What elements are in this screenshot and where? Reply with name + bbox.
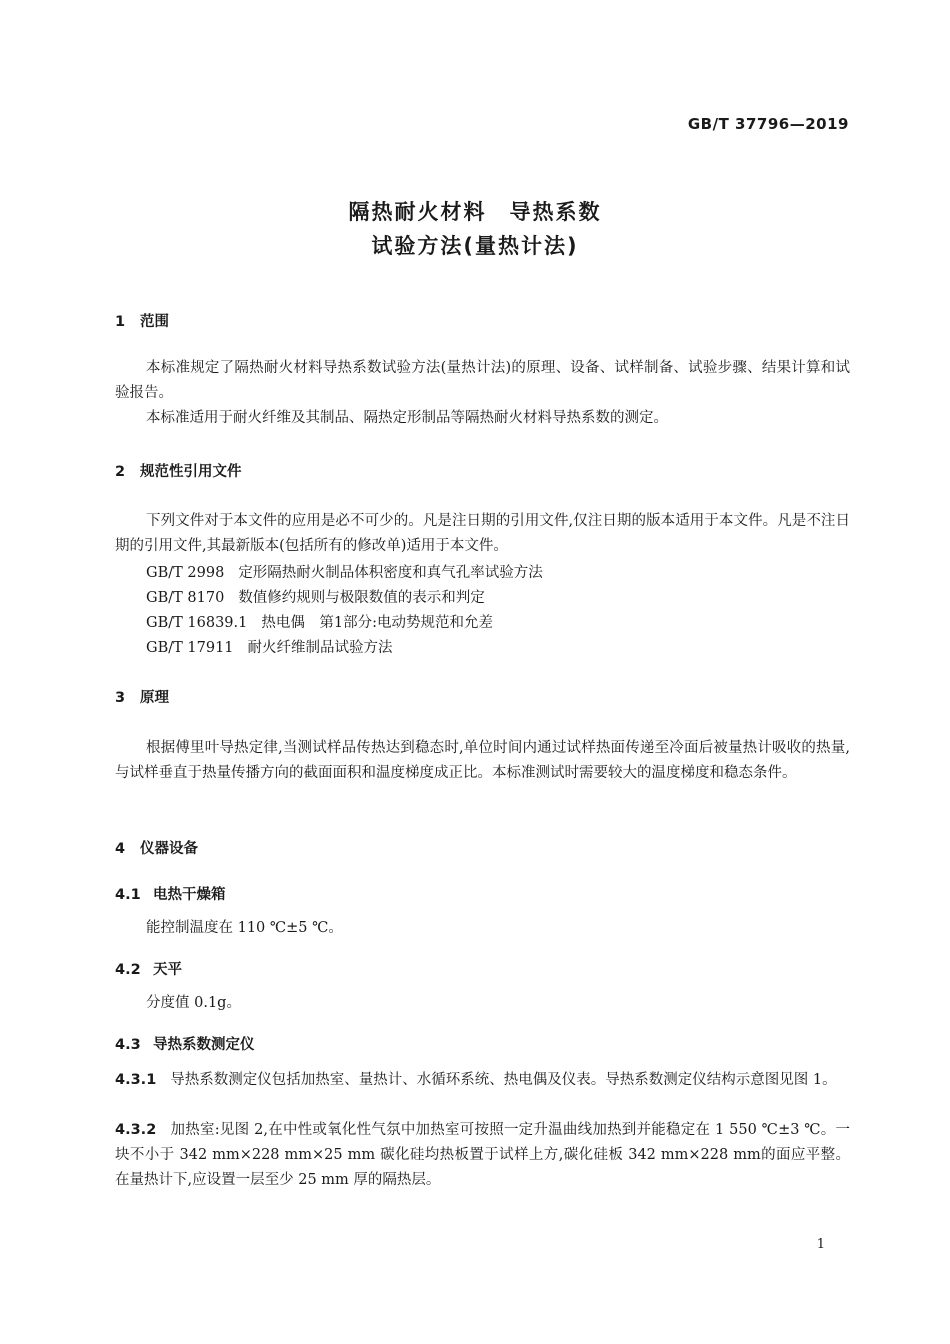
page-number: 1 bbox=[816, 1237, 825, 1252]
normative-reference bbox=[146, 636, 393, 657]
reference-code: GB/T 16839.1 bbox=[146, 615, 248, 631]
section-title: 电热干燥箱 bbox=[153, 887, 226, 903]
section-number: 4.1 bbox=[115, 887, 141, 903]
clause-number: 4.3.2 bbox=[115, 1122, 157, 1138]
document-title-line2: 试验方法(量热计法) bbox=[371, 234, 579, 258]
normative-reference bbox=[146, 561, 543, 582]
section-1-heading bbox=[115, 310, 169, 331]
section-2-heading bbox=[115, 460, 242, 481]
section-title: 仪器设备 bbox=[140, 841, 198, 857]
clause-text: 加热室:见图 2,在中性或氧化性气氛中加热室可按照一定升温曲线加热到并能稳定在 1 550 ℃±3 ℃。一块不小于 342 mm×228 mm×25 mm 碳化硅均热板置于试样上方,碳化硅板 342 mm×228 mm的面应平整。在量热计下,应设置一层至少 25 mm 厚的隔热层。 bbox=[115, 1122, 850, 1188]
section-2-paragraph-1: 下列文件对于本文件的应用是必不可少的。凡是注日期的引用文件,仅注日期的版本适用于本文件。凡是不注日期的引用文件,其最新版本(包括所有的修改单)适用于本文件。 bbox=[115, 513, 850, 554]
clause-number: 4.3.1 bbox=[115, 1072, 157, 1088]
subsection-4-2-heading bbox=[115, 958, 182, 979]
section-title: 导热系数测定仪 bbox=[153, 1037, 255, 1053]
subsection-4-2-text: 分度值 0.1g。 bbox=[146, 995, 241, 1011]
subsection-4-1-heading bbox=[115, 883, 226, 904]
reference-title: 热电偶 第1部分:电动势规范和允差 bbox=[261, 615, 493, 631]
section-number: 1 bbox=[115, 314, 126, 330]
section-3-paragraph-1: 根据傅里叶导热定律,当测试样品传热达到稳态时,单位时间内通过试样热面传递至冷面后被量热计吸收的热量,与试样垂直于热量传播方向的截面面积和温度梯度成正比。本标准测试时需要较大的温度梯度和稳态条件。 bbox=[115, 740, 850, 781]
section-1-paragraph-1: 本标准规定了隔热耐火材料导热系数试验方法(量热计法)的原理、设备、试样制备、试验步骤、结果计算和试验报告。 bbox=[115, 360, 850, 401]
section-title: 原理 bbox=[140, 690, 169, 706]
clause-text: 导热系数测定仪包括加热室、量热计、水循环系统、热电偶及仪表。导热系数测定仪结构示意图见图 1。 bbox=[170, 1072, 837, 1088]
section-number: 3 bbox=[115, 690, 126, 706]
section-number: 2 bbox=[115, 464, 126, 480]
section-number: 4 bbox=[115, 841, 126, 857]
subsection-4-3-heading bbox=[115, 1033, 255, 1054]
section-title: 规范性引用文件 bbox=[140, 464, 242, 480]
reference-title: 数值修约规则与极限数值的表示和判定 bbox=[238, 590, 485, 606]
subsection-4-1-text: 能控制温度在 110 ℃±5 ℃。 bbox=[146, 920, 343, 936]
clause-4-3-1 bbox=[115, 1068, 850, 1093]
section-4-heading bbox=[115, 837, 198, 858]
section-title: 范围 bbox=[140, 314, 169, 330]
reference-code: GB/T 2998 bbox=[146, 565, 225, 581]
section-3-heading bbox=[115, 686, 169, 707]
reference-title: 耐火纤维制品试验方法 bbox=[247, 640, 393, 656]
document-title-line1: 隔热耐火材料 导热系数 bbox=[348, 200, 602, 224]
section-number: 4.2 bbox=[115, 962, 141, 978]
section-number: 4.3 bbox=[115, 1037, 141, 1053]
standard-number: GB/T 37796—2019 bbox=[687, 115, 849, 133]
clause-4-3-2 bbox=[115, 1118, 850, 1193]
reference-title: 定形隔热耐火制品体积密度和真气孔率试验方法 bbox=[238, 565, 543, 581]
normative-reference bbox=[146, 611, 493, 632]
section-1-paragraph-2: 本标准适用于耐火纤维及其制品、隔热定形制品等隔热耐火材料导热系数的测定。 bbox=[146, 410, 668, 426]
normative-reference bbox=[146, 586, 485, 607]
reference-code: GB/T 8170 bbox=[146, 590, 225, 606]
section-title: 天平 bbox=[153, 962, 182, 978]
reference-code: GB/T 17911 bbox=[146, 640, 234, 656]
